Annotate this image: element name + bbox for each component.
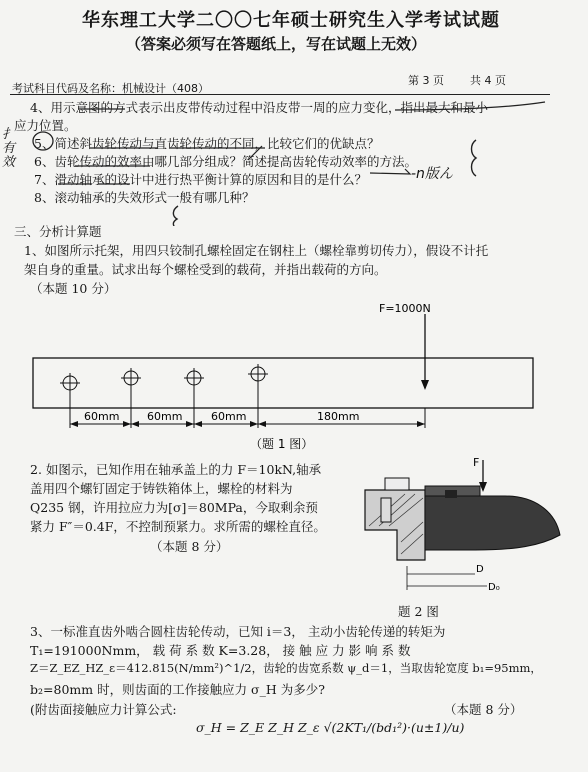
section3-heading: 三、分析计算题	[14, 224, 102, 239]
question-6: 6、齿轮传动的效率由哪几部分组成？简述提高齿轮传动效率的方法。	[34, 154, 417, 169]
page-total: 共 4 页	[470, 74, 506, 87]
problem1-score: （本题 10 分）	[30, 281, 117, 296]
figure-2-bearing-cover	[355, 450, 575, 600]
problem3-formula-label: (附齿面接触应力计算公式:	[30, 702, 177, 717]
problem2-line3: Q235 钢，许用拉应力为[σ]＝80MPa，今取剩余预	[30, 500, 318, 515]
fig2-force-label: F	[473, 456, 480, 469]
problem1-line1: 1、如图所示托架，用四只铰制孔螺栓固定在钢柱上（螺栓靠剪切传力），假设不计托	[24, 243, 489, 258]
question-8: 8、滚动轴承的失效形式一般有哪几种？	[34, 190, 255, 205]
fig1-dim-1: 60mm	[84, 410, 120, 423]
problem2-line1: 2. 如图示，已知作用在轴承盖上的力 F＝10kN,轴承	[30, 462, 322, 477]
fig1-force-label: F=1000N	[379, 302, 431, 315]
exam-title: 华东理工大学二〇〇七年硕士研究生入学考试试题	[82, 10, 500, 31]
fig1-caption: （题 1 图）	[250, 437, 314, 451]
fig2-caption: 题 2 图	[398, 604, 439, 619]
question-4: 4、用示意图的方式表示出皮带传动过程中沿皮带一周的应力变化，指出最大和最小	[30, 100, 488, 115]
problem3-line1: 3、一标准直齿外啮合圆柱齿轮传动，已知 i＝3， 主动小齿轮传递的转矩为	[30, 624, 446, 639]
problem2-line2: 盖用四个螺钉固定于铸铁箱体上，螺栓的材料为	[30, 481, 293, 496]
figure-1-bracket	[0, 296, 588, 458]
question-7: 7、滑动轴承的设计中进行热平衡计算的原因和目的是什么？	[34, 172, 367, 187]
header-rule	[10, 94, 550, 95]
handwritten-left-note: 扌 有 效	[2, 127, 16, 170]
question-4-cont: 应力位置。	[14, 118, 77, 133]
fig1-dim-3: 60mm	[211, 410, 247, 423]
problem3-line3: Z＝Z_EZ_HZ_ε＝412.815(N/mm²)^1/2，齿轮的齿宽系数 ψ_d＝1，当取齿轮宽度 b₁=95mm，	[30, 661, 542, 675]
question-5: 5、简述斜齿轮传动与直齿轮传动的不同，比较它们的优缺点？	[34, 136, 380, 151]
exam-subtitle: （答案必须写在答题纸上，写在试题上无效）	[126, 35, 427, 53]
handwritten-right-note: -n版ん	[411, 166, 453, 182]
problem1-line2: 架自身的重量。试求出每个螺栓受到的载荷，并指出载荷的方向。	[24, 262, 387, 277]
fig2-d0-label: D₀	[488, 582, 500, 593]
fig1-dim-4: 180mm	[317, 410, 360, 423]
fig2-d-label: D	[476, 564, 484, 575]
problem3-score: （本题 8 分）	[444, 702, 523, 717]
handwriting-marks	[0, 96, 588, 226]
fig1-dim-2: 60mm	[147, 410, 183, 423]
problem2-score: （本题 8 分）	[150, 539, 229, 554]
problem3-line4: b₂=80mm 时，则齿面的工作接触应力 σ_H 为多少?	[30, 682, 325, 697]
page-number: 第 3 页	[408, 74, 444, 87]
problem2-line4: 紧力 F″＝0.4F，不控制预紧力。求所需的螺栓直径。	[30, 519, 326, 534]
problem3-line2: T₁=191000Nmm， 载 荷 系 数 K=3.28， 接 触 应 力 影 响 系 数	[30, 643, 411, 658]
problem3-formula: σ_H = Z_E Z_H Z_ε √(2KT₁/(bd₁²)·(u±1)/u)	[196, 720, 465, 735]
subject-line: 考试科目代码及名称：机械设计（408）	[12, 82, 209, 95]
